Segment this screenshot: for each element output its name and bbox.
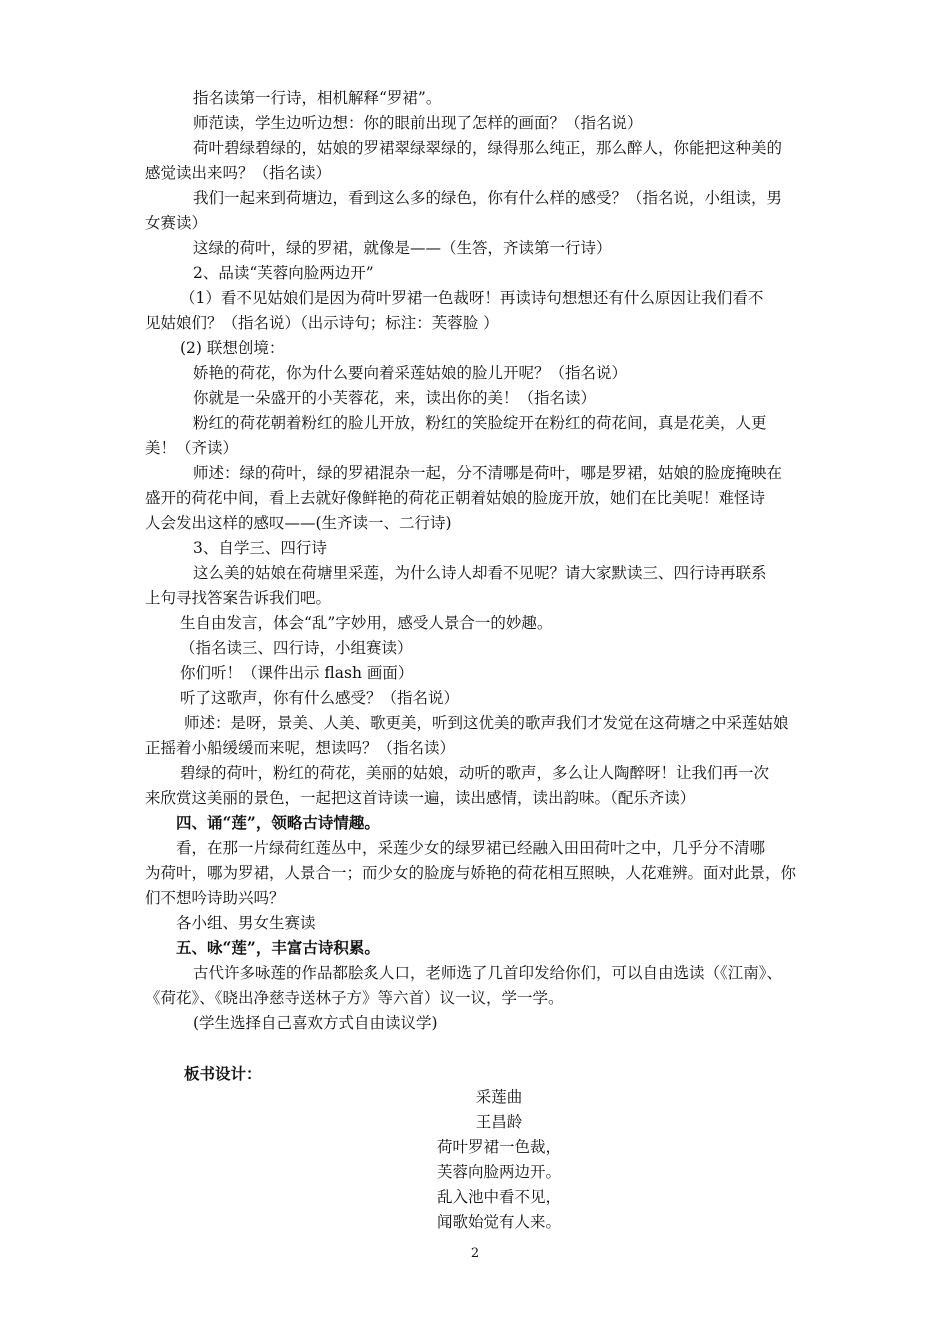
section-heading: 四、诵“莲”，领略古诗情趣。	[176, 813, 380, 832]
text-line: 来欣赏这美丽的景色，一起把这首诗读一遍，读出感情，读出韵味。（配乐齐读）	[145, 789, 696, 807]
text-line: 你们听！（课件出示 flash 画面）	[180, 664, 414, 682]
text-line: 人会发出这样的感叹——(生齐读一、二行诗)	[145, 514, 452, 532]
poem-verse: 芙蓉向脸两边开。	[436, 1163, 561, 1181]
text-line: 这么美的姑娘在荷塘里采莲，为什么诗人却看不见呢？请大家默读三、四行诗再联系	[193, 564, 767, 582]
text-line: 为荷叶，哪为罗裙，人景合一；而少女的脸庞与娇艳的荷花相互照映，人花难辨。面对此景，你	[145, 864, 797, 882]
text-line: 们不想吟诗助兴吗？	[145, 889, 285, 907]
text-line: 《荷花》、《晓出净慈寺送林子方》等六首）议一议，学一学。	[145, 989, 564, 1007]
text-line: 美！（齐读）	[145, 439, 239, 457]
text-line: 听了这歌声，你有什么感受？（指名说）	[180, 689, 460, 707]
section-subheading: 3、自学三、四行诗	[193, 539, 327, 557]
poem-verse: 闻歌始觉有人来。	[436, 1213, 561, 1231]
poem-title: 采莲曲	[475, 1088, 523, 1106]
text-line: 荷叶碧绿碧绿的，姑娘的罗裙翠绿翠绿的，绿得那么纯正，那么醉人，你能把这种美的	[193, 139, 783, 157]
text-line: 粉红的荷花朝着粉红的脸儿开放，粉红的笑脸绽开在粉红的荷花间，真是花美，人更	[193, 414, 767, 432]
text-line: 见姑娘们？（指名说）（出示诗句；标注：芙蓉脸 ）	[145, 314, 499, 332]
text-line: 娇艳的荷花，你为什么要向着采莲姑娘的脸儿开呢？（指名说）	[193, 364, 628, 382]
board-design-heading: 板书设计：	[184, 1064, 262, 1083]
text-line: 我们一起来到荷塘边，看到这么多的绿色，你有什么样的感受？（指名说，小组读，男	[193, 189, 783, 207]
text-line: (学生选择自己喜欢方式自由读议学)	[193, 1014, 438, 1032]
section-heading: 五、咏“莲”，丰富古诗积累。	[176, 938, 380, 957]
text-line: 师范读，学生边听边想：你的眼前出现了怎样的画面？（指名说）	[193, 114, 643, 132]
page-number: 2	[470, 1246, 480, 1261]
text-line: 古代许多咏莲的作品都脍炙人口，老师选了几首印发给你们，可以自由选读（《江南》、	[193, 964, 783, 982]
text-line: 碧绿的荷叶，粉红的荷花，美丽的姑娘，动听的歌声，多么让人陶醉呀！让我们再一次	[180, 764, 770, 782]
text-line: 上句寻找答案告诉我们吧。	[145, 589, 332, 607]
text-line: 感觉读出来吗？（指名读）	[145, 164, 332, 182]
text-line: 盛开的荷花中间，看上去就好像鲜艳的荷花正朝着姑娘的脸庞开放，她们在比美呢！难怪诗	[145, 489, 766, 507]
text-line: （1）看不见姑娘们是因为荷叶罗裙一色裁呀！再读诗句想想还有什么原因让我们看不	[180, 289, 764, 307]
text-line: 指名读第一行诗，相机解释“罗裙”。	[193, 89, 442, 107]
poem-author: 王昌龄	[475, 1113, 523, 1131]
text-line: （指名读三、四行诗，小组赛读）	[180, 639, 413, 657]
text-line: 这绿的荷叶，绿的罗裙，就像是——（生答，齐读第一行诗）	[193, 239, 612, 257]
text-line: 正摇着小船缓缓而来呢，想读吗？（指名读）	[145, 739, 456, 757]
text-line: 你就是一朵盛开的小芙蓉花，来，读出你的美！（指名读）	[193, 389, 597, 407]
poem-verse: 荷叶罗裙一色裁，	[436, 1138, 561, 1156]
text-line: 生自由发言，体会“乱”字妙用，感受人景合一的妙趣。	[180, 614, 553, 632]
text-line: 女赛读）	[145, 214, 208, 232]
text-line: 看，在那一片绿荷红莲丛中，采莲少女的绿罗裙已经融入田田荷叶之中，几乎分不清哪	[176, 839, 766, 857]
section-subheading: 2、品读“芙蓉向脸两边开”	[193, 264, 374, 282]
text-line: 师述：绿的荷叶，绿的罗裙混杂一起，分不清哪是荷叶，哪是罗裙，姑娘的脸庞掩映在	[193, 464, 783, 482]
text-line: 各小组、男女生赛读	[176, 914, 316, 932]
poem-verse: 乱入池中看不见，	[436, 1188, 561, 1206]
text-line: 师述：是呀，景美、人美、歌更美，听到这优美的歌声我们才发觉在这荷塘之中采莲姑娘	[184, 714, 789, 732]
text-line: (2) 联想创境：	[180, 339, 285, 357]
